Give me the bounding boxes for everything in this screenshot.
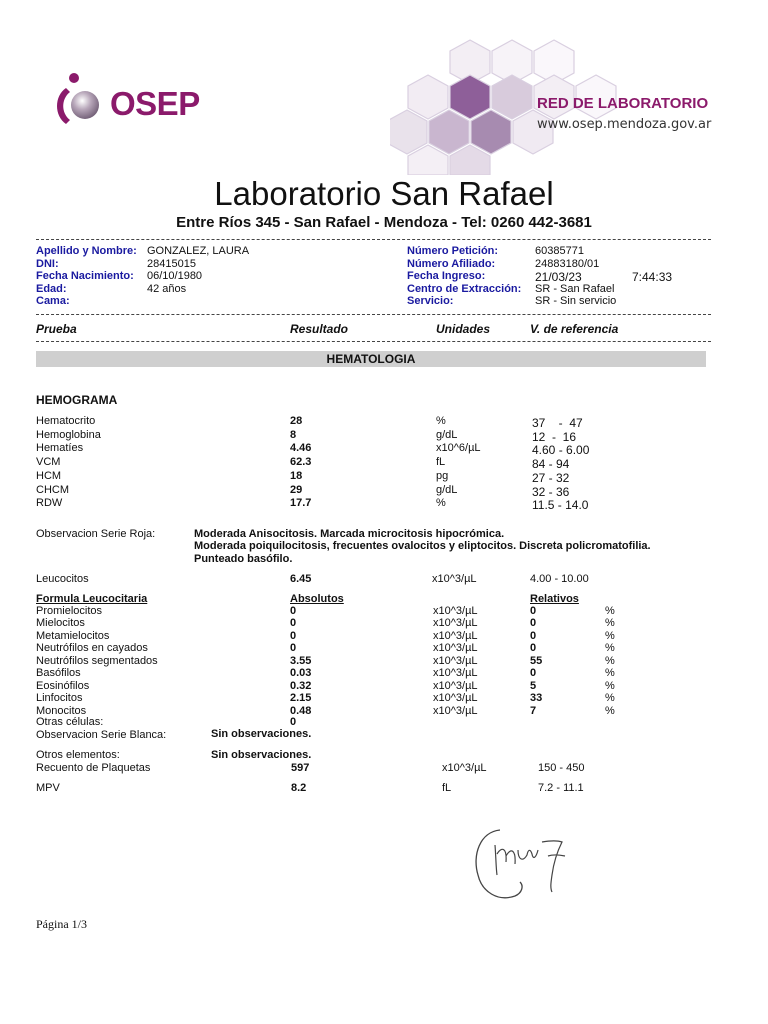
relatives-header: Relativos [530,593,579,605]
cell-unit: x10^3/µL [433,692,478,704]
test-value: 28 [290,415,303,427]
dni-label: DNI: [36,258,59,270]
cell-name: Linfocitos [36,692,83,704]
test-name: Hematíes [36,442,84,454]
test-name: Leucocitos [36,573,89,585]
test-unit: g/dL [436,429,458,441]
cell-percent: % [605,655,615,667]
test-name: Recuento de Plaquetas [36,762,151,774]
obs-white-value: Sin observaciones. [211,728,312,740]
other-cells-label: Otras células: [36,716,104,728]
divider [36,341,711,342]
obs-white-label: Observacion Serie Blanca: [36,729,167,741]
cell-unit: x10^3/µL [433,667,478,679]
patient-name: GONZALEZ, LAURA [147,245,250,257]
cell-name: Promielocitos [36,605,103,617]
cell-percent: % [605,605,615,617]
network-url: www.osep.mendoza.gov.ar [537,117,712,132]
bed-label: Cama: [36,295,70,307]
test-unit: fL [442,782,452,794]
cell-relative: 55 [530,655,543,667]
cell-relative: 7 [530,705,537,717]
section-header: HEMATOLOGIA [36,351,706,367]
cell-absolute: 0.32 [290,680,312,692]
hemograma-title: HEMOGRAMA [36,393,118,407]
test-name: MPV [36,782,60,794]
formula-title: Formula Leucocitaria [36,593,148,605]
test-name: HCM [36,470,62,482]
test-unit: g/dL [436,484,458,496]
cell-unit: x10^3/µL [433,605,478,617]
test-value: 597 [291,762,310,774]
entry-time: 7:44:33 [632,270,673,284]
test-value: 6.45 [290,573,312,585]
lab-address: Entre Ríos 345 - San Rafael - Mendoza - Tel: 0260 442-3681 [176,214,592,231]
test-unit: x10^3/µL [442,762,487,774]
cell-relative: 33 [530,692,543,704]
signature [470,820,590,913]
cell-absolute: 0.03 [290,667,312,679]
test-value: 17.7 [290,497,312,509]
cell-percent: % [605,667,615,679]
obs-red-line: Moderada poiquilocitosis, frecuentes ovalocitos y eliptocitos. Discreta policromatofilia. [194,540,651,552]
osep-emblem-icon [52,72,112,132]
test-reference: 11.5 - 14.0 [532,498,589,512]
cell-absolute: 0.48 [290,705,312,717]
cell-absolute: 2.15 [290,692,312,704]
cell-percent: % [605,680,615,692]
lab-title: Laboratorio San Rafael [214,175,554,212]
test-value: 8 [290,429,297,441]
test-value: 8.2 [291,782,307,794]
affiliate-label: Número Afiliado: [407,258,496,270]
cell-name: Metamielocitos [36,630,110,642]
cell-name: Monocitos [36,705,87,717]
cell-percent: % [605,617,615,629]
service: SR - Sin servicio [535,295,617,307]
col-result: Resultado [290,322,349,336]
test-reference: 4.00 - 10.00 [530,573,589,585]
age-label: Edad: [36,283,67,295]
name-label: Apellido y Nombre: [36,245,137,257]
service-label: Servicio: [407,295,454,307]
network-title: RED DE LABORATORIO [537,95,709,112]
patient-dni: 28415015 [147,258,196,270]
cell-unit: x10^3/µL [433,630,478,642]
osep-logo-text: OSEP [110,85,200,122]
test-reference: 12 - 16 [532,430,577,444]
page-number: Página 1/3 [36,917,87,931]
test-unit: % [436,415,446,427]
extraction-center: SR - San Rafael [535,283,615,295]
cell-name: Neutrófilos segmentados [36,655,158,667]
cell-absolute: 0 [290,642,297,654]
cell-relative: 5 [530,680,537,692]
test-unit: % [436,497,446,509]
center-label: Centro de Extracción: [407,283,522,295]
test-reference: 4.60 - 6.00 [532,443,590,457]
cell-name: Mielocitos [36,617,85,629]
cell-percent: % [605,705,615,717]
cell-percent: % [605,642,615,654]
divider [36,239,711,240]
col-reference: V. de referencia [530,322,619,336]
cell-percent: % [605,692,615,704]
cell-unit: x10^3/µL [433,680,478,692]
test-name: VCM [36,456,61,468]
cell-relative: 0 [530,642,537,654]
cell-absolute: 3.55 [290,655,312,667]
patient-age: 42 años [147,283,187,295]
cell-percent: % [605,630,615,642]
test-name: RDW [36,497,63,509]
test-reference: 84 - 94 [532,457,570,471]
test-value: 4.46 [290,442,312,454]
test-unit: x10^3/µL [432,573,477,585]
other-cells-value: 0 [290,716,297,728]
obs-red-label: Observacion Serie Roja: [36,528,156,540]
col-test: Prueba [36,322,77,336]
test-unit: pg [436,470,449,482]
patient-birth: 06/10/1980 [147,270,203,282]
test-reference: 37 - 47 [532,416,583,430]
test-unit: fL [436,456,446,468]
divider [36,314,711,315]
petition-label: Número Petición: [407,245,499,257]
test-reference: 150 - 450 [538,762,585,774]
cell-relative: 0 [530,617,537,629]
test-reference: 32 - 36 [532,485,570,499]
test-reference: 27 - 32 [532,471,570,485]
entry-date: 21/03/23 [535,270,582,284]
test-value: 18 [290,470,303,482]
col-units: Unidades [436,322,491,336]
other-elements-value: Sin observaciones. [211,749,312,761]
other-elements-label: Otros elementos: [36,749,120,761]
cell-relative: 0 [530,630,537,642]
obs-red-line: Moderada Anisocitosis. Marcada microcitosis hipocrómica. [194,528,505,540]
test-value: 62.3 [290,456,312,468]
test-reference: 7.2 - 11.1 [538,782,584,794]
cell-unit: x10^3/µL [433,655,478,667]
cell-name: Eosinófilos [36,680,90,692]
entry-label: Fecha Ingreso: [407,270,486,282]
test-value: 29 [290,484,303,496]
petition-number: 60385771 [535,245,584,257]
cell-unit: x10^3/µL [433,705,478,717]
absolutes-header: Absolutos [290,593,344,605]
birth-label: Fecha Nacimiento: [36,270,134,282]
test-name: Hematocrito [36,415,96,427]
cell-relative: 0 [530,667,537,679]
cell-unit: x10^3/µL [433,617,478,629]
affiliate-number: 24883180/01 [535,258,600,270]
cell-name: Neutrófilos en cayados [36,642,148,654]
cell-absolute: 0 [290,605,297,617]
cell-relative: 0 [530,605,537,617]
cell-absolute: 0 [290,617,297,629]
test-name: CHCM [36,484,69,496]
obs-red-line: Punteado basófilo. [194,553,293,565]
cell-name: Basófilos [36,667,81,679]
test-unit: x10^6/µL [436,442,481,454]
test-name: Hemoglobina [36,429,101,441]
cell-unit: x10^3/µL [433,642,478,654]
cell-absolute: 0 [290,630,297,642]
